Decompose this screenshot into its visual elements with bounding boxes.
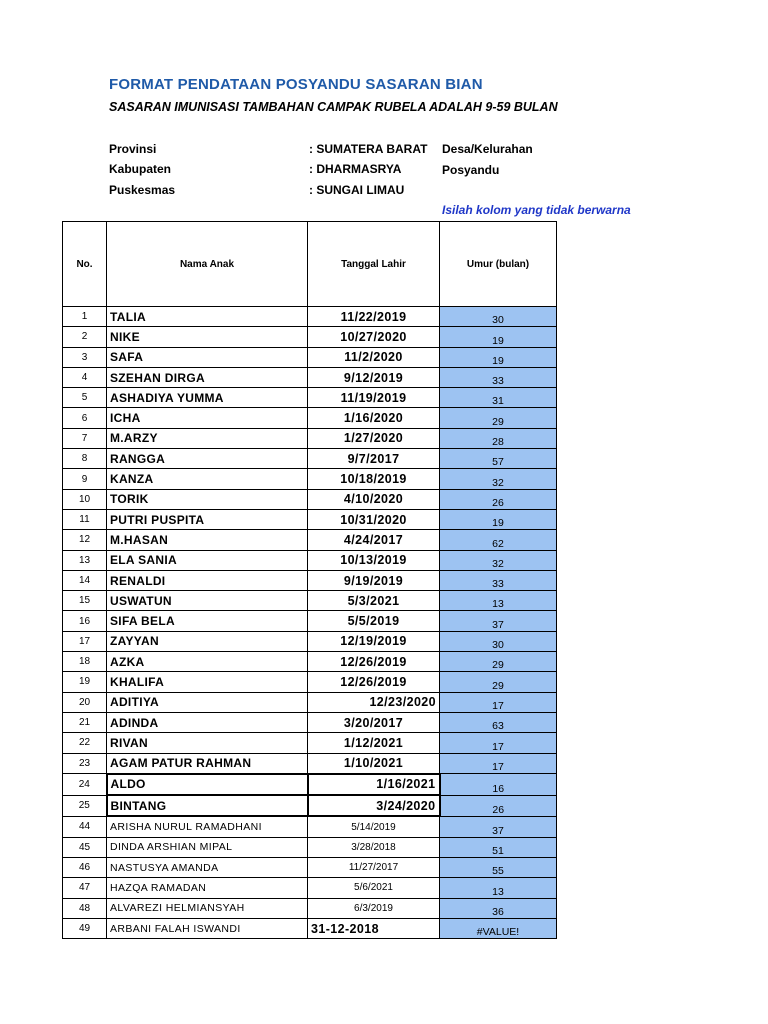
child-name-cell[interactable]: ALDO <box>107 774 308 795</box>
row-number[interactable]: 3 <box>63 347 107 367</box>
age-months-cell[interactable]: 37 <box>440 816 557 837</box>
child-name-cell[interactable]: AGAM PATUR RAHMAN <box>107 753 308 774</box>
page-title: FORMAT PENDATAAN POSYANDU SASARAN BIAN <box>109 76 483 93</box>
birth-date-cell[interactable]: 4/24/2017 <box>308 530 440 550</box>
birth-date-cell[interactable]: 4/10/2020 <box>308 489 440 509</box>
birth-date-cell[interactable]: 12/26/2019 <box>308 672 440 692</box>
table-row <box>63 530 557 550</box>
birth-date-cell[interactable]: 3/20/2017 <box>308 712 440 732</box>
table-row <box>63 733 557 753</box>
age-months-cell[interactable]: 51 <box>440 837 557 857</box>
puskesmas-label: Puskesmas <box>109 183 176 197</box>
child-name-cell[interactable]: ALVAREZI HELMIANSYAH <box>107 898 308 918</box>
row-number[interactable]: 24 <box>63 774 107 795</box>
birth-date-cell[interactable]: 10/27/2020 <box>308 327 440 347</box>
desa-label: Desa/Kelurahan <box>442 142 533 156</box>
row-number[interactable]: 1 <box>63 307 107 327</box>
table-row <box>63 858 557 878</box>
age-months-cell[interactable]: 26 <box>440 795 557 816</box>
row-number[interactable]: 12 <box>63 530 107 550</box>
row-number[interactable]: 10 <box>63 489 107 509</box>
row-number[interactable]: 17 <box>63 631 107 651</box>
birth-date-cell[interactable]: 9/19/2019 <box>308 570 440 590</box>
row-number[interactable]: 19 <box>63 672 107 692</box>
child-name-cell[interactable]: RENALDI <box>107 570 308 590</box>
age-months-cell[interactable]: 19 <box>440 347 557 367</box>
birth-date-cell[interactable]: 6/3/2019 <box>308 898 440 918</box>
child-name-cell[interactable]: SZEHAN DIRGA <box>107 367 308 387</box>
age-months-cell[interactable]: 36 <box>440 898 557 918</box>
table-row <box>63 489 557 509</box>
child-name-cell[interactable]: ADITIYA <box>107 692 308 712</box>
table-row <box>63 449 557 469</box>
child-name-cell[interactable]: TORIK <box>107 489 308 509</box>
birth-date-cell[interactable]: 1/16/2020 <box>308 408 440 428</box>
row-number[interactable]: 49 <box>63 918 107 938</box>
table-header <box>63 222 557 307</box>
table-row <box>63 347 557 367</box>
row-number[interactable]: 14 <box>63 570 107 590</box>
child-name-cell[interactable]: ICHA <box>107 408 308 428</box>
birth-date-cell[interactable]: 12/23/2020 <box>308 692 440 712</box>
age-months-cell[interactable]: 13 <box>440 591 557 611</box>
table-row <box>63 816 557 837</box>
row-number[interactable]: 22 <box>63 733 107 753</box>
birth-date-cell[interactable]: 12/26/2019 <box>308 652 440 672</box>
age-months-cell[interactable]: 16 <box>440 774 557 795</box>
age-months-cell[interactable]: 33 <box>440 367 557 387</box>
table-row <box>63 753 557 774</box>
table-row <box>63 918 557 938</box>
table-row <box>63 327 557 347</box>
row-number[interactable]: 2 <box>63 327 107 347</box>
age-months-cell[interactable]: 30 <box>440 307 557 327</box>
birth-date-cell[interactable]: 31-12-2018 <box>308 918 440 938</box>
birth-date-cell[interactable]: 3/28/2018 <box>308 837 440 857</box>
child-name-cell[interactable]: ELA SANIA <box>107 550 308 570</box>
kabupaten-label: Kabupaten <box>109 162 172 176</box>
child-name-cell[interactable]: ASHADIYA YUMMA <box>107 388 308 408</box>
row-number[interactable]: 20 <box>63 692 107 712</box>
child-name-cell[interactable]: KANZA <box>107 469 308 489</box>
age-months-cell[interactable]: 33 <box>440 570 557 590</box>
birth-date-cell[interactable]: 5/3/2021 <box>308 591 440 611</box>
child-name-cell[interactable]: DINDA ARSHIAN MIPAL <box>107 837 308 857</box>
birth-date-cell[interactable]: 5/14/2019 <box>308 816 440 837</box>
row-number[interactable]: 25 <box>63 795 107 816</box>
table-row <box>63 509 557 529</box>
child-name-cell[interactable]: NASTUSYA AMANDA <box>107 858 308 878</box>
provinsi-label: Provinsi <box>109 142 157 156</box>
row-number[interactable]: 9 <box>63 469 107 489</box>
birth-date-cell[interactable]: 10/18/2019 <box>308 469 440 489</box>
table-row <box>63 795 557 816</box>
row-number[interactable]: 21 <box>63 712 107 732</box>
age-months-cell[interactable]: 17 <box>440 692 557 712</box>
provinsi-value[interactable]: : SUMATERA BARAT <box>309 142 428 156</box>
birth-date-cell[interactable]: 1/16/2021 <box>308 774 440 795</box>
age-months-cell[interactable]: 19 <box>440 327 557 347</box>
age-months-cell[interactable]: 37 <box>440 611 557 631</box>
puskesmas-value[interactable]: : SUNGAI LIMAU <box>309 183 405 197</box>
child-name-cell[interactable]: AZKA <box>107 652 308 672</box>
row-number[interactable]: 18 <box>63 652 107 672</box>
age-months-cell[interactable]: 29 <box>440 408 557 428</box>
row-number[interactable]: 15 <box>63 591 107 611</box>
child-name-cell[interactable]: NIKE <box>107 327 308 347</box>
child-name-cell[interactable]: ADINDA <box>107 712 308 732</box>
table-row <box>63 837 557 857</box>
child-name-cell[interactable]: PUTRI PUSPITA <box>107 509 308 529</box>
row-number[interactable]: 5 <box>63 388 107 408</box>
birth-date-cell[interactable]: 1/10/2021 <box>308 753 440 774</box>
kabupaten-value[interactable]: : DHARMASRYA <box>309 162 402 176</box>
age-months-cell[interactable]: 30 <box>440 631 557 651</box>
row-number[interactable]: 46 <box>63 858 107 878</box>
child-name-cell[interactable]: KHALIFA <box>107 672 308 692</box>
table-row <box>63 774 557 795</box>
age-months-cell[interactable]: 32 <box>440 469 557 489</box>
age-months-cell[interactable]: 28 <box>440 428 557 448</box>
row-number[interactable]: 48 <box>63 898 107 918</box>
row-number[interactable]: 11 <box>63 509 107 529</box>
table-row <box>63 367 557 387</box>
table-row <box>63 712 557 732</box>
row-number[interactable]: 47 <box>63 878 107 898</box>
row-number[interactable]: 7 <box>63 428 107 448</box>
row-number[interactable]: 8 <box>63 449 107 469</box>
posyandu-label: Posyandu <box>442 163 500 177</box>
table-row <box>63 570 557 590</box>
table-row <box>63 550 557 570</box>
table-row <box>63 672 557 692</box>
age-months-cell[interactable]: 62 <box>440 530 557 550</box>
table-row <box>63 408 557 428</box>
child-name-cell[interactable]: M.HASAN <box>107 530 308 550</box>
table-row <box>63 388 557 408</box>
birth-date-cell[interactable]: 10/31/2020 <box>308 509 440 529</box>
child-name-cell[interactable]: BINTANG <box>107 795 308 816</box>
age-months-cell[interactable]: 63 <box>440 712 557 732</box>
birth-date-cell[interactable]: 12/19/2019 <box>308 631 440 651</box>
table-row <box>63 307 557 327</box>
child-name-cell[interactable]: TALIA <box>107 307 308 327</box>
column-header-no: No. <box>63 222 107 307</box>
table-row <box>63 878 557 898</box>
instruction-note: Isilah kolom yang tidak berwarna <box>442 203 631 217</box>
row-number[interactable]: 44 <box>63 816 107 837</box>
age-months-cell[interactable]: 55 <box>440 858 557 878</box>
table-row <box>63 611 557 631</box>
child-name-cell[interactable]: RANGGA <box>107 449 308 469</box>
table-row <box>63 591 557 611</box>
table-row <box>63 898 557 918</box>
child-name-cell[interactable]: HAZQA RAMADAN <box>107 878 308 898</box>
age-months-cell[interactable]: 29 <box>440 652 557 672</box>
row-number[interactable]: 4 <box>63 367 107 387</box>
birth-date-cell[interactable]: 11/2/2020 <box>308 347 440 367</box>
child-name-cell[interactable]: ARBANI FALAH ISWANDI <box>107 918 308 938</box>
row-number[interactable]: 45 <box>63 837 107 857</box>
child-name-cell[interactable]: M.ARZY <box>107 428 308 448</box>
birth-date-cell[interactable]: 10/13/2019 <box>308 550 440 570</box>
age-months-cell[interactable]: 17 <box>440 753 557 774</box>
birth-date-cell[interactable]: 1/12/2021 <box>308 733 440 753</box>
birth-date-cell[interactable]: 3/24/2020 <box>308 795 440 816</box>
table-row <box>63 692 557 712</box>
age-months-cell[interactable]: 19 <box>440 509 557 529</box>
birth-date-cell[interactable]: 5/6/2021 <box>308 878 440 898</box>
birth-date-cell[interactable]: 9/7/2017 <box>308 449 440 469</box>
birth-date-cell[interactable]: 9/12/2019 <box>308 367 440 387</box>
age-months-cell[interactable]: 26 <box>440 489 557 509</box>
table-row <box>63 428 557 448</box>
column-header-name: Nama Anak <box>107 222 308 307</box>
child-name-cell[interactable]: ARISHA NURUL RAMADHANI <box>107 816 308 837</box>
table-row <box>63 652 557 672</box>
child-name-cell[interactable]: ZAYYAN <box>107 631 308 651</box>
row-number[interactable]: 6 <box>63 408 107 428</box>
column-header-dob: Tanggal Lahir <box>308 222 440 307</box>
child-name-cell[interactable]: SAFA <box>107 347 308 367</box>
table-row <box>63 631 557 651</box>
child-name-cell[interactable]: USWATUN <box>107 591 308 611</box>
data-table <box>62 221 557 939</box>
age-months-cell[interactable]: 32 <box>440 550 557 570</box>
age-months-cell[interactable]: #VALUE! <box>440 918 557 938</box>
birth-date-cell[interactable]: 5/5/2019 <box>308 611 440 631</box>
child-name-cell[interactable]: RIVAN <box>107 733 308 753</box>
age-months-cell[interactable]: 29 <box>440 672 557 692</box>
table-row <box>63 469 557 489</box>
birth-date-cell[interactable]: 11/19/2019 <box>308 388 440 408</box>
row-number[interactable]: 16 <box>63 611 107 631</box>
age-months-cell[interactable]: 31 <box>440 388 557 408</box>
birth-date-cell[interactable]: 11/22/2019 <box>308 307 440 327</box>
birth-date-cell[interactable]: 1/27/2020 <box>308 428 440 448</box>
row-number[interactable]: 23 <box>63 753 107 774</box>
column-header-age: Umur (bulan) <box>440 222 557 307</box>
birth-date-cell[interactable]: 11/27/2017 <box>308 858 440 878</box>
child-name-cell[interactable]: SIFA BELA <box>107 611 308 631</box>
age-months-cell[interactable]: 57 <box>440 449 557 469</box>
page-subtitle: SASARAN IMUNISASI TAMBAHAN CAMPAK RUBELA ADALAH 9-59 BULAN <box>109 100 558 114</box>
age-months-cell[interactable]: 17 <box>440 733 557 753</box>
age-months-cell[interactable]: 13 <box>440 878 557 898</box>
row-number[interactable]: 13 <box>63 550 107 570</box>
